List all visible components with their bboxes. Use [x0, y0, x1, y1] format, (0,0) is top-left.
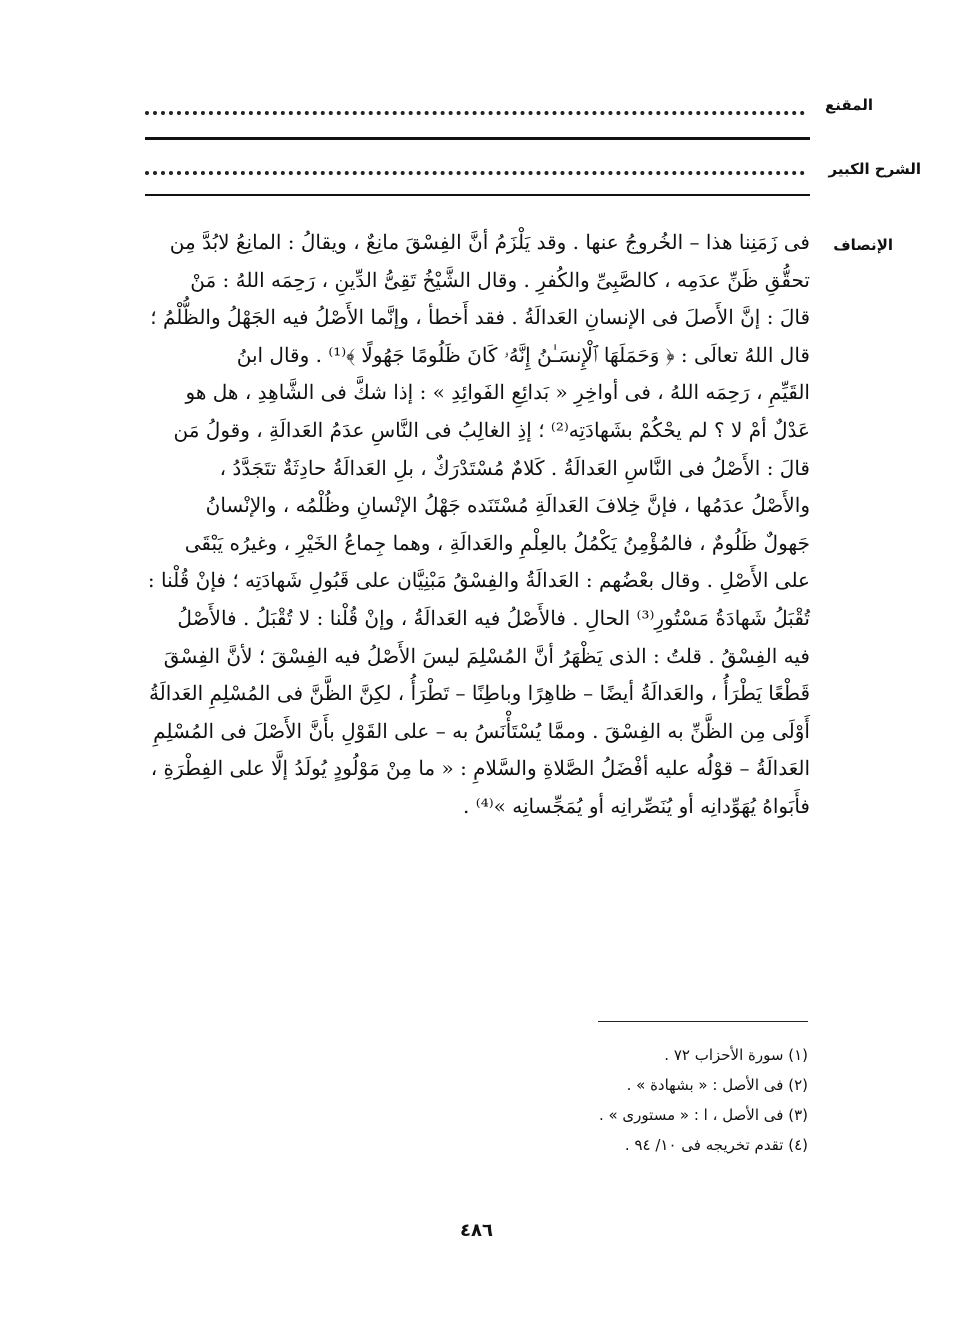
sharh-dotted-line: [145, 171, 805, 175]
footnotes: [388, 1040, 808, 1160]
muqni-label: المقنع: [825, 96, 873, 114]
insaf-label: الإنصاف: [833, 236, 893, 254]
footnote-item: (٢) فى الأصل : « بشهادة » .: [626, 1076, 808, 1094]
page-number: ٤٨٦: [460, 1220, 493, 1241]
footnote-item: (١) سورة الأحزاب ٧٢ .: [664, 1046, 808, 1064]
footnote-item: (٤) تقدم تخريجه فى ١٠/ ٩٤ .: [624, 1136, 808, 1154]
body-line: عَدْلٌ أمْ لا ؟ لم يحْكُمْ بشَهادَتِه⁽²⁾ ؛ إذِ الغالِبُ فى النَّاسِ عدَمُ العَدالَةِ ، وقولُ مَن: [173, 417, 810, 442]
body-line: على الأَصْلِ . وقال بعْضُهم : العَدالَةُ والفِسْقُ مَبْنِيَّان على قَبُولِ شَهادَتِه ؛ فإنْ قُلْنا :: [147, 568, 810, 593]
muqni-dotted-line: [145, 111, 805, 115]
section-divider: [145, 137, 810, 140]
insaf-body-text: [145, 224, 810, 826]
footnote-separator: [598, 1021, 808, 1022]
body-line: أَوْلَى مِن الظَّنِّ به الفِسْقَ . وممَّا يُسْتَأْنَسُ به – على القَوْلِ بأَنَّ الأَصْلَ فى المُسْلِمِ: [153, 718, 810, 743]
body-line: العَدالَةُ – قوْلُه عليه أفْضَلُ الصَّلاةِ والسَّلامِ : « ما مِنْ مَوْلُودٍ يُولَدُ إلَّا على الفِطْرَةِ ،: [150, 756, 810, 781]
body-line: قالَ : الأَصْلُ فى النَّاسِ العَدالَةُ . كَلامٌ مُسْتَدْرَكٌ ، بلِ العَدالَةُ حادِثَةٌ تتَجَدَّدُ ،: [219, 455, 810, 480]
body-line: فأَبَواهُ يُهَوِّدانِه أو يُنَصِّرانِه أو يُمَجِّسانِه »⁽⁴⁾ .: [463, 793, 810, 818]
body-line: جَهولٌ ظَلُومٌ ، فالمُؤْمِنُ يَكْمُلُ بالعِلْمِ والعَدالَةِ ، وهما جِماعُ الخَيْرِ ، وغيرُه يَبْقَى: [184, 530, 810, 555]
body-line: تحقُّقِ ظَنِّ عدَمِه ، كالصَّبِىِّ والكُفرِ . وقال الشَّيْخُ تَقِىُّ الدِّينِ ، رَحِمَه اللهُ : مَنْ: [190, 267, 810, 292]
body-line: فيه الفِسْقُ . قلتُ : الذى يَظْهَرُ أنَّ المُسْلِمَ ليسَ الأَصْلُ فيه الفِسْقَ ؛ لأنَّ الفِسْقَ: [163, 643, 810, 668]
body-line: قَطْعًا يَطْرَأُ ، والعَدالَةُ أيضًا – ظاهِرًا وباطِنًا – تَطْرَأُ ، لكِنَّ الظَّنَّ فى المُسْلِمِ العَدالَةُ: [148, 681, 810, 706]
body-line: والأَصْلُ عدَمُها ، فإنَّ خِلافَ العَدالَةِ مُسْتَنَده جَهْلُ الإنْسانِ وظُلْمُه ، والإنْسانُ: [205, 493, 810, 518]
sharh-label: الشرح الكبير: [828, 160, 921, 178]
body-line: تُقْبَلُ شَهادَةُ مَسْتُورِ⁽³⁾ الحالِ . فالأَصْلُ فيه العَدالَةُ ، وإنْ قُلْنا : لا تُقْبَلُ . فالأَصْلُ: [177, 605, 810, 630]
body-line: قال اللهُ تعالَى : ﴿ وَحَمَلَهَا ٱلْإِنسَـٰنُ إِنَّهُۥ كَانَ ظَلُومًا جَهُولًا ﴾⁽¹⁾ . وقال ابنُ: [236, 342, 810, 367]
footnote-item: (٣) فى الأصل ، ا : « مستورى » .: [598, 1106, 808, 1124]
body-line: فى زَمَنِنا هذا – الخُروجُ عنها . وقد يَلْزَمُ أنَّ الفِسْقَ مانِعٌ ، ويقالُ : المانِعُ لابُدَّ مِن: [169, 230, 810, 254]
body-line: القَيِّمِ ، رَحِمَه اللهُ ، فى أواخِرِ « بَدائِعِ الفَوائِدِ » : إذا شكَّ فى الشَّاهِدِ ، هل هو: [185, 380, 810, 405]
body-line: قالَ : إنَّ الأَصلَ فى الإنسانِ العَدالَةُ . فقد أَخطأ ، وإنَّما الأَصْلُ فيه الجَهْلُ والظُّلْمُ ؛: [150, 305, 810, 330]
section-divider-2: [145, 194, 810, 196]
